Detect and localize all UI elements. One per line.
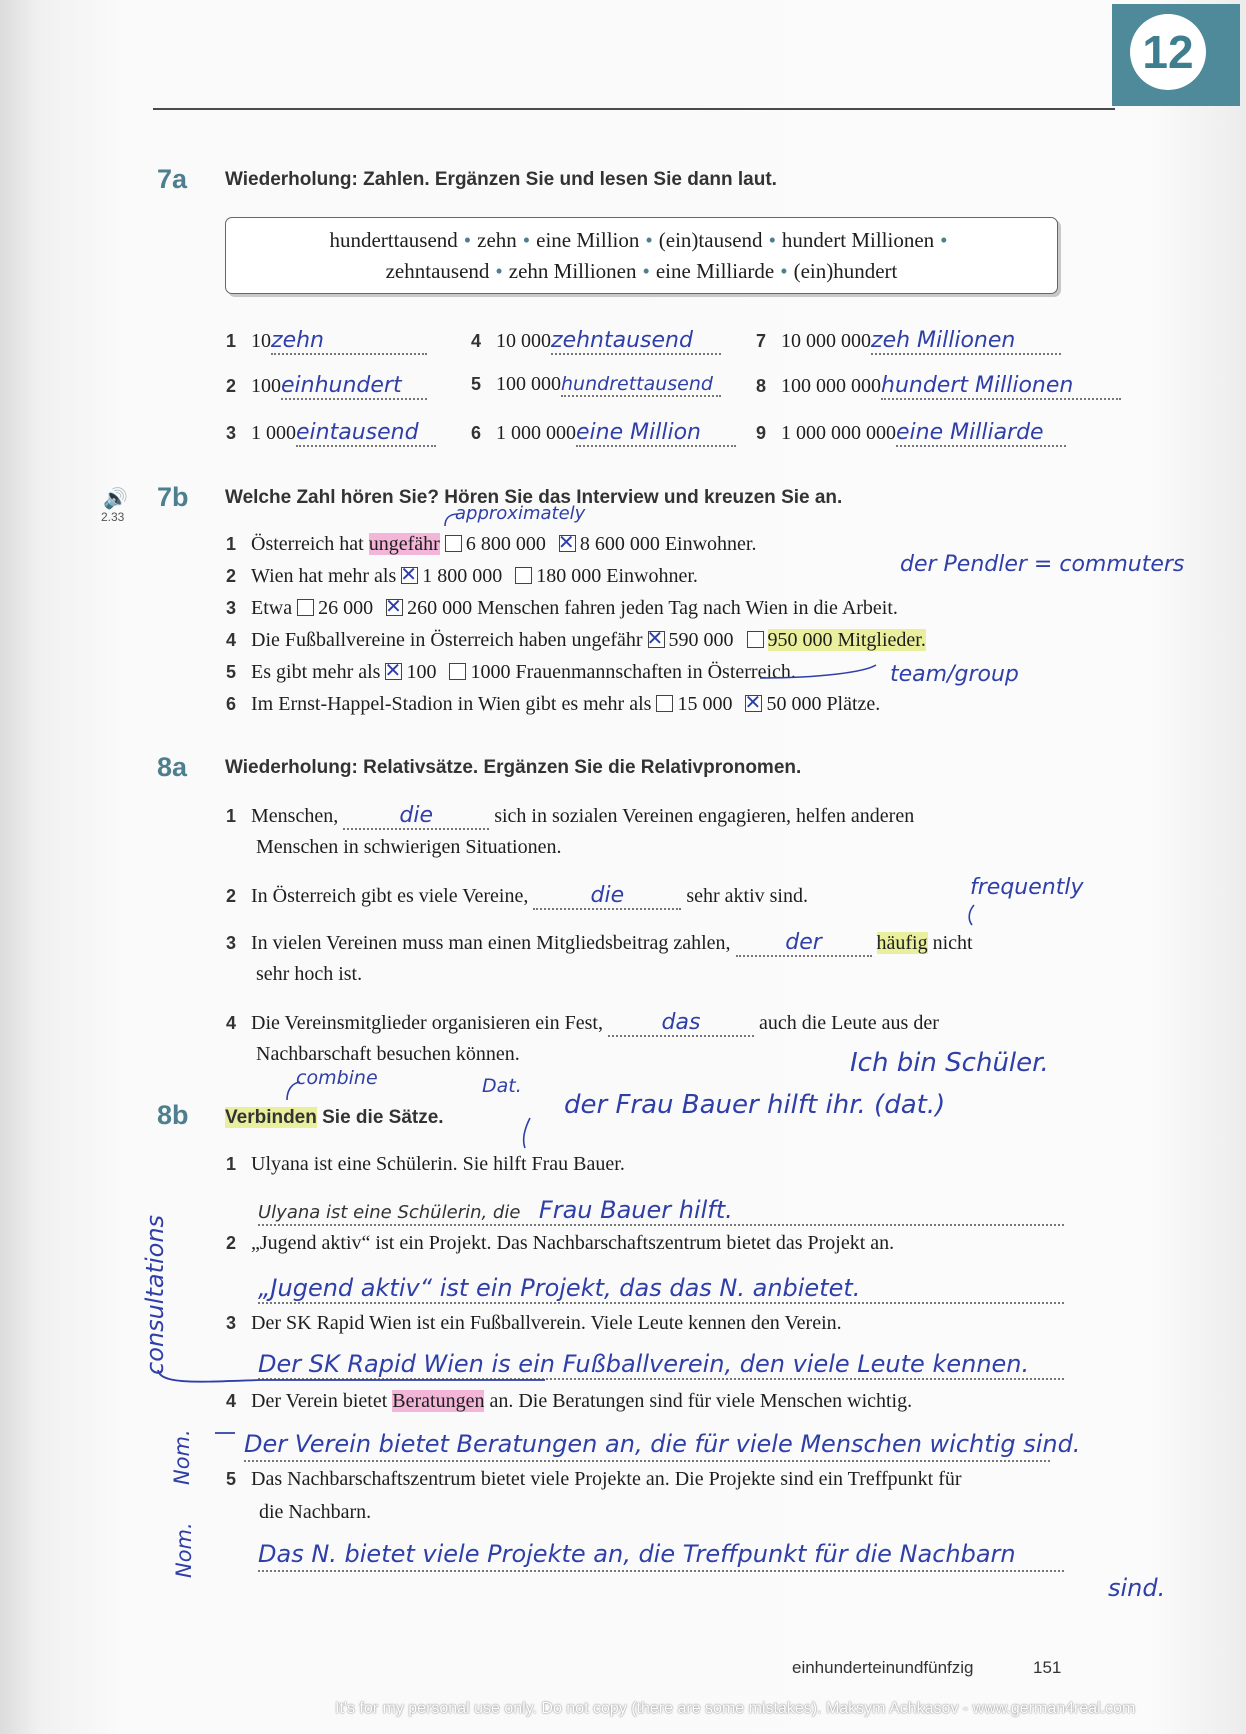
word-option: (ein)tausend	[658, 228, 763, 252]
item-value: 100	[251, 375, 282, 397]
item-text: Etwa	[251, 597, 298, 619]
item-text: Österreich hat	[251, 533, 369, 555]
option-label: 8 600 000	[579, 533, 660, 555]
item-value: 100 000 000	[781, 375, 882, 397]
page-number: 151	[1033, 1658, 1062, 1677]
option-label: 15 000	[677, 693, 733, 715]
word-option: hunderttausend	[329, 228, 458, 252]
handwritten-answer[interactable]: hundert Millionen	[881, 373, 1121, 400]
option-label: 590 000	[668, 629, 734, 651]
item-text: Der SK Rapid Wien ist ein Fußballverein. Viele Leute kennen den Verein.	[251, 1312, 842, 1334]
watermark: It's for my personal use only. Do not copy (there are some mistakes). Maksym Achkasov - www.german4real.com	[335, 1700, 1136, 1717]
option-label: 100	[406, 661, 437, 683]
item-number: 1	[226, 534, 237, 554]
handwritten-answer: „Jugend aktiv“ ist ein Projekt, das das N. anbietet.	[258, 1274, 861, 1302]
item-text: Die Fußballvereine in Österreich haben ungefähr	[251, 629, 648, 651]
handwritten-answer[interactable]: der	[736, 930, 872, 957]
item-text: In vielen Vereinen muss man einen Mitgliedsbeitrag zahlen,	[251, 932, 731, 954]
exercise-title-7b: Welche Zahl hören Sie? Hören Sie das Interview und kreuzen Sie an.	[225, 487, 843, 508]
item-number: 5	[226, 662, 237, 682]
item-text: Frauenmannschaften in Österreich.	[510, 661, 796, 683]
item-text-line-2: sehr hoch ist.	[256, 963, 363, 985]
word-box-line-1: hunderttausend • zehn • eine Million • (ein)tausend • hundert Millionen •	[329, 228, 948, 252]
page-number-words: einhunderteinundfünfzig	[792, 1658, 974, 1677]
handwritten-answer: Das N. bietet viele Projekte an, die Treffpunkt für die Nachbarn	[258, 1540, 1016, 1568]
item-value: 1 000	[251, 422, 297, 444]
item-number: 2	[226, 566, 237, 586]
item-text: Einwohner.	[659, 533, 757, 555]
handwritten-answer-continuation: sind.	[1108, 1574, 1166, 1602]
handwritten-answer[interactable]: die	[533, 883, 681, 910]
item-number: 9	[756, 423, 767, 443]
item-number: 2	[226, 376, 237, 396]
item-number: 1	[226, 1154, 237, 1174]
handwritten-answer[interactable]: einhundert	[281, 373, 427, 400]
option-label: 1000	[470, 661, 511, 683]
item-number: 5	[471, 374, 482, 394]
exercise-number-8a: 8a	[157, 752, 188, 782]
item-value: 1 000 000	[496, 422, 577, 444]
option-label: 6 800 000	[465, 533, 546, 555]
chapter-number: 12	[1130, 14, 1206, 90]
handwritten-answer[interactable]: eine Million	[576, 420, 736, 447]
word-box-line-2: zehntausend • zehn Millionen • eine Milliarde • (ein)hundert	[385, 259, 898, 283]
item-text-line-2: Nachbarschaft besuchen können.	[256, 1043, 520, 1065]
handwritten-answer: Der SK Rapid Wien is ein Fußballverein, den viele Leute kennen.	[258, 1350, 1030, 1378]
note-ich-bin: Ich bin Schüler.	[850, 1048, 1049, 1078]
handwritten-answer[interactable]: zehntausend	[551, 328, 721, 355]
item-text: In Österreich gibt es viele Vereine,	[251, 885, 529, 907]
title-text: Sie die Sätze.	[316, 1107, 444, 1128]
note-team: team/group	[890, 662, 1019, 687]
item-number: 8	[756, 376, 767, 396]
highlighted-word: Mitglieder.	[832, 629, 926, 651]
note-dat: Dat.	[482, 1075, 522, 1097]
handwritten-answer[interactable]: die	[343, 803, 489, 830]
exercise-number-7b: 7b	[157, 482, 189, 512]
item-text: Menschen fahren jeden Tag nach Wien in die Arbeit.	[472, 597, 898, 619]
highlighted-word: Verbinden	[225, 1107, 317, 1128]
exercise-title-8a: Wiederholung: Relativsätze. Ergänzen Sie die Relativpronomen.	[225, 757, 802, 778]
item-number: 4	[226, 630, 237, 650]
option-label: 950 000	[767, 629, 833, 651]
speaker-icon[interactable]: 🔊	[103, 488, 128, 510]
option-label: 26 000	[318, 597, 374, 619]
note-nom-2: Nom.	[172, 1522, 196, 1578]
option-label: 1 800 000	[422, 565, 503, 587]
item-text: nicht	[927, 932, 973, 954]
word-option: eine Million	[536, 228, 640, 252]
item-value: 100 000	[496, 373, 562, 395]
item-number: 4	[226, 1391, 237, 1411]
item-number: 7	[756, 331, 767, 351]
word-option: (ein)hundert	[793, 259, 898, 283]
option-label: 50 000	[766, 693, 822, 715]
item-number: 4	[226, 1013, 237, 1033]
item-value: 10 000 000	[781, 330, 872, 352]
item-number: 3	[226, 598, 237, 618]
word-option: zehn Millionen	[508, 259, 637, 283]
item-text: Es gibt mehr als	[251, 661, 386, 683]
exercise-number-8b: 8b	[157, 1100, 189, 1130]
item-number: 2	[226, 1233, 237, 1253]
item-text: auch die Leute aus der	[758, 1012, 939, 1034]
handwritten-answer[interactable]: eine Milliarde	[896, 420, 1066, 447]
item-text: „Jugend aktiv“ ist ein Projekt. Das Nachbarschaftszentrum bietet das Projekt an.	[251, 1232, 895, 1254]
item-number: 1	[226, 331, 237, 351]
item-text: sehr aktiv sind.	[686, 885, 808, 907]
item-text-line-2: die Nachbarn.	[259, 1501, 372, 1523]
item-number: 3	[226, 1313, 237, 1333]
handwritten-answer: Der Verein bietet Beratungen an, die für viele Menschen wichtig sind.	[244, 1430, 1081, 1458]
handwritten-answer[interactable]: das	[608, 1010, 754, 1037]
item-number: 5	[226, 1469, 237, 1489]
option-label: 260 000	[407, 597, 473, 619]
item-text: sich in sozialen Vereinen engagieren, helfen anderen	[494, 805, 915, 827]
item-number: 3	[226, 933, 237, 953]
highlighted-word: ungefähr	[368, 533, 440, 555]
handwritten-answer[interactable]: zehn	[271, 328, 427, 355]
word-option: zehn	[477, 228, 517, 252]
item-text: Im Ernst-Happel-Stadion in Wien gibt es mehr als	[251, 693, 657, 715]
note-consultations: consultations	[141, 1214, 169, 1375]
item-text: Ulyana ist eine Schülerin. Sie hilft Frau Bauer.	[251, 1153, 625, 1175]
item-value: 10	[251, 330, 272, 352]
item-text: Einwohner.	[601, 565, 698, 587]
note-approximately: approximately	[455, 503, 586, 524]
item-number: 6	[471, 423, 482, 443]
item-value: 10 000	[496, 330, 552, 352]
word-option: zehntausend	[385, 259, 490, 283]
handwritten-answer: Frau Bauer hilft.	[538, 1196, 733, 1224]
item-text-line-2: Menschen in schwierigen Situationen.	[256, 836, 562, 858]
word-option: hundert Millionen	[781, 228, 935, 252]
note-pendler: der Pendler = commuters	[900, 552, 1185, 577]
item-number: 3	[226, 423, 237, 443]
example-text: Ulyana ist eine Schülerin, die	[258, 1202, 521, 1223]
exercise-number-7a: 7a	[157, 164, 188, 194]
highlighted-word: Beratungen	[392, 1390, 485, 1412]
note-frau-bauer: der Frau Bauer hilft ihr. (dat.)	[564, 1090, 946, 1120]
note-nom-1: Nom.	[170, 1429, 194, 1485]
exercise-title-7a: Wiederholung: Zahlen. Ergänzen Sie und lesen Sie dann laut.	[225, 169, 777, 190]
item-number: 4	[471, 331, 482, 351]
item-number: 1	[226, 806, 237, 826]
note-frequently: frequently	[970, 875, 1084, 900]
highlighted-word: häufig	[876, 932, 928, 954]
item-text: Der Verein bietet	[251, 1390, 393, 1412]
item-text: Menschen,	[251, 805, 339, 827]
word-option: eine Milliarde	[655, 259, 775, 283]
option-label: 180 000	[536, 565, 602, 587]
audio-track-label: 2.33	[101, 510, 125, 524]
item-text: Die Vereinsmitglieder organisieren ein Fest,	[251, 1012, 603, 1034]
handwritten-answer[interactable]: hundrettausend	[561, 373, 721, 397]
item-text: Plätze.	[821, 693, 881, 715]
item-number: 6	[226, 694, 237, 714]
item-text: Wien hat mehr als	[251, 565, 402, 587]
handwritten-answer[interactable]: zeh Millionen	[871, 328, 1061, 355]
item-text: Das Nachbarschaftszentrum bietet viele Projekte an. Die Projekte sind ein Treffpunkt für	[251, 1468, 962, 1490]
note-combine: combine	[296, 1067, 378, 1089]
item-value: 1 000 000 000	[781, 422, 897, 444]
item-text: an. Die Beratungen sind für viele Menschen wichtig.	[484, 1390, 913, 1412]
item-number: 2	[226, 886, 237, 906]
handwritten-answer[interactable]: eintausend	[296, 420, 436, 447]
